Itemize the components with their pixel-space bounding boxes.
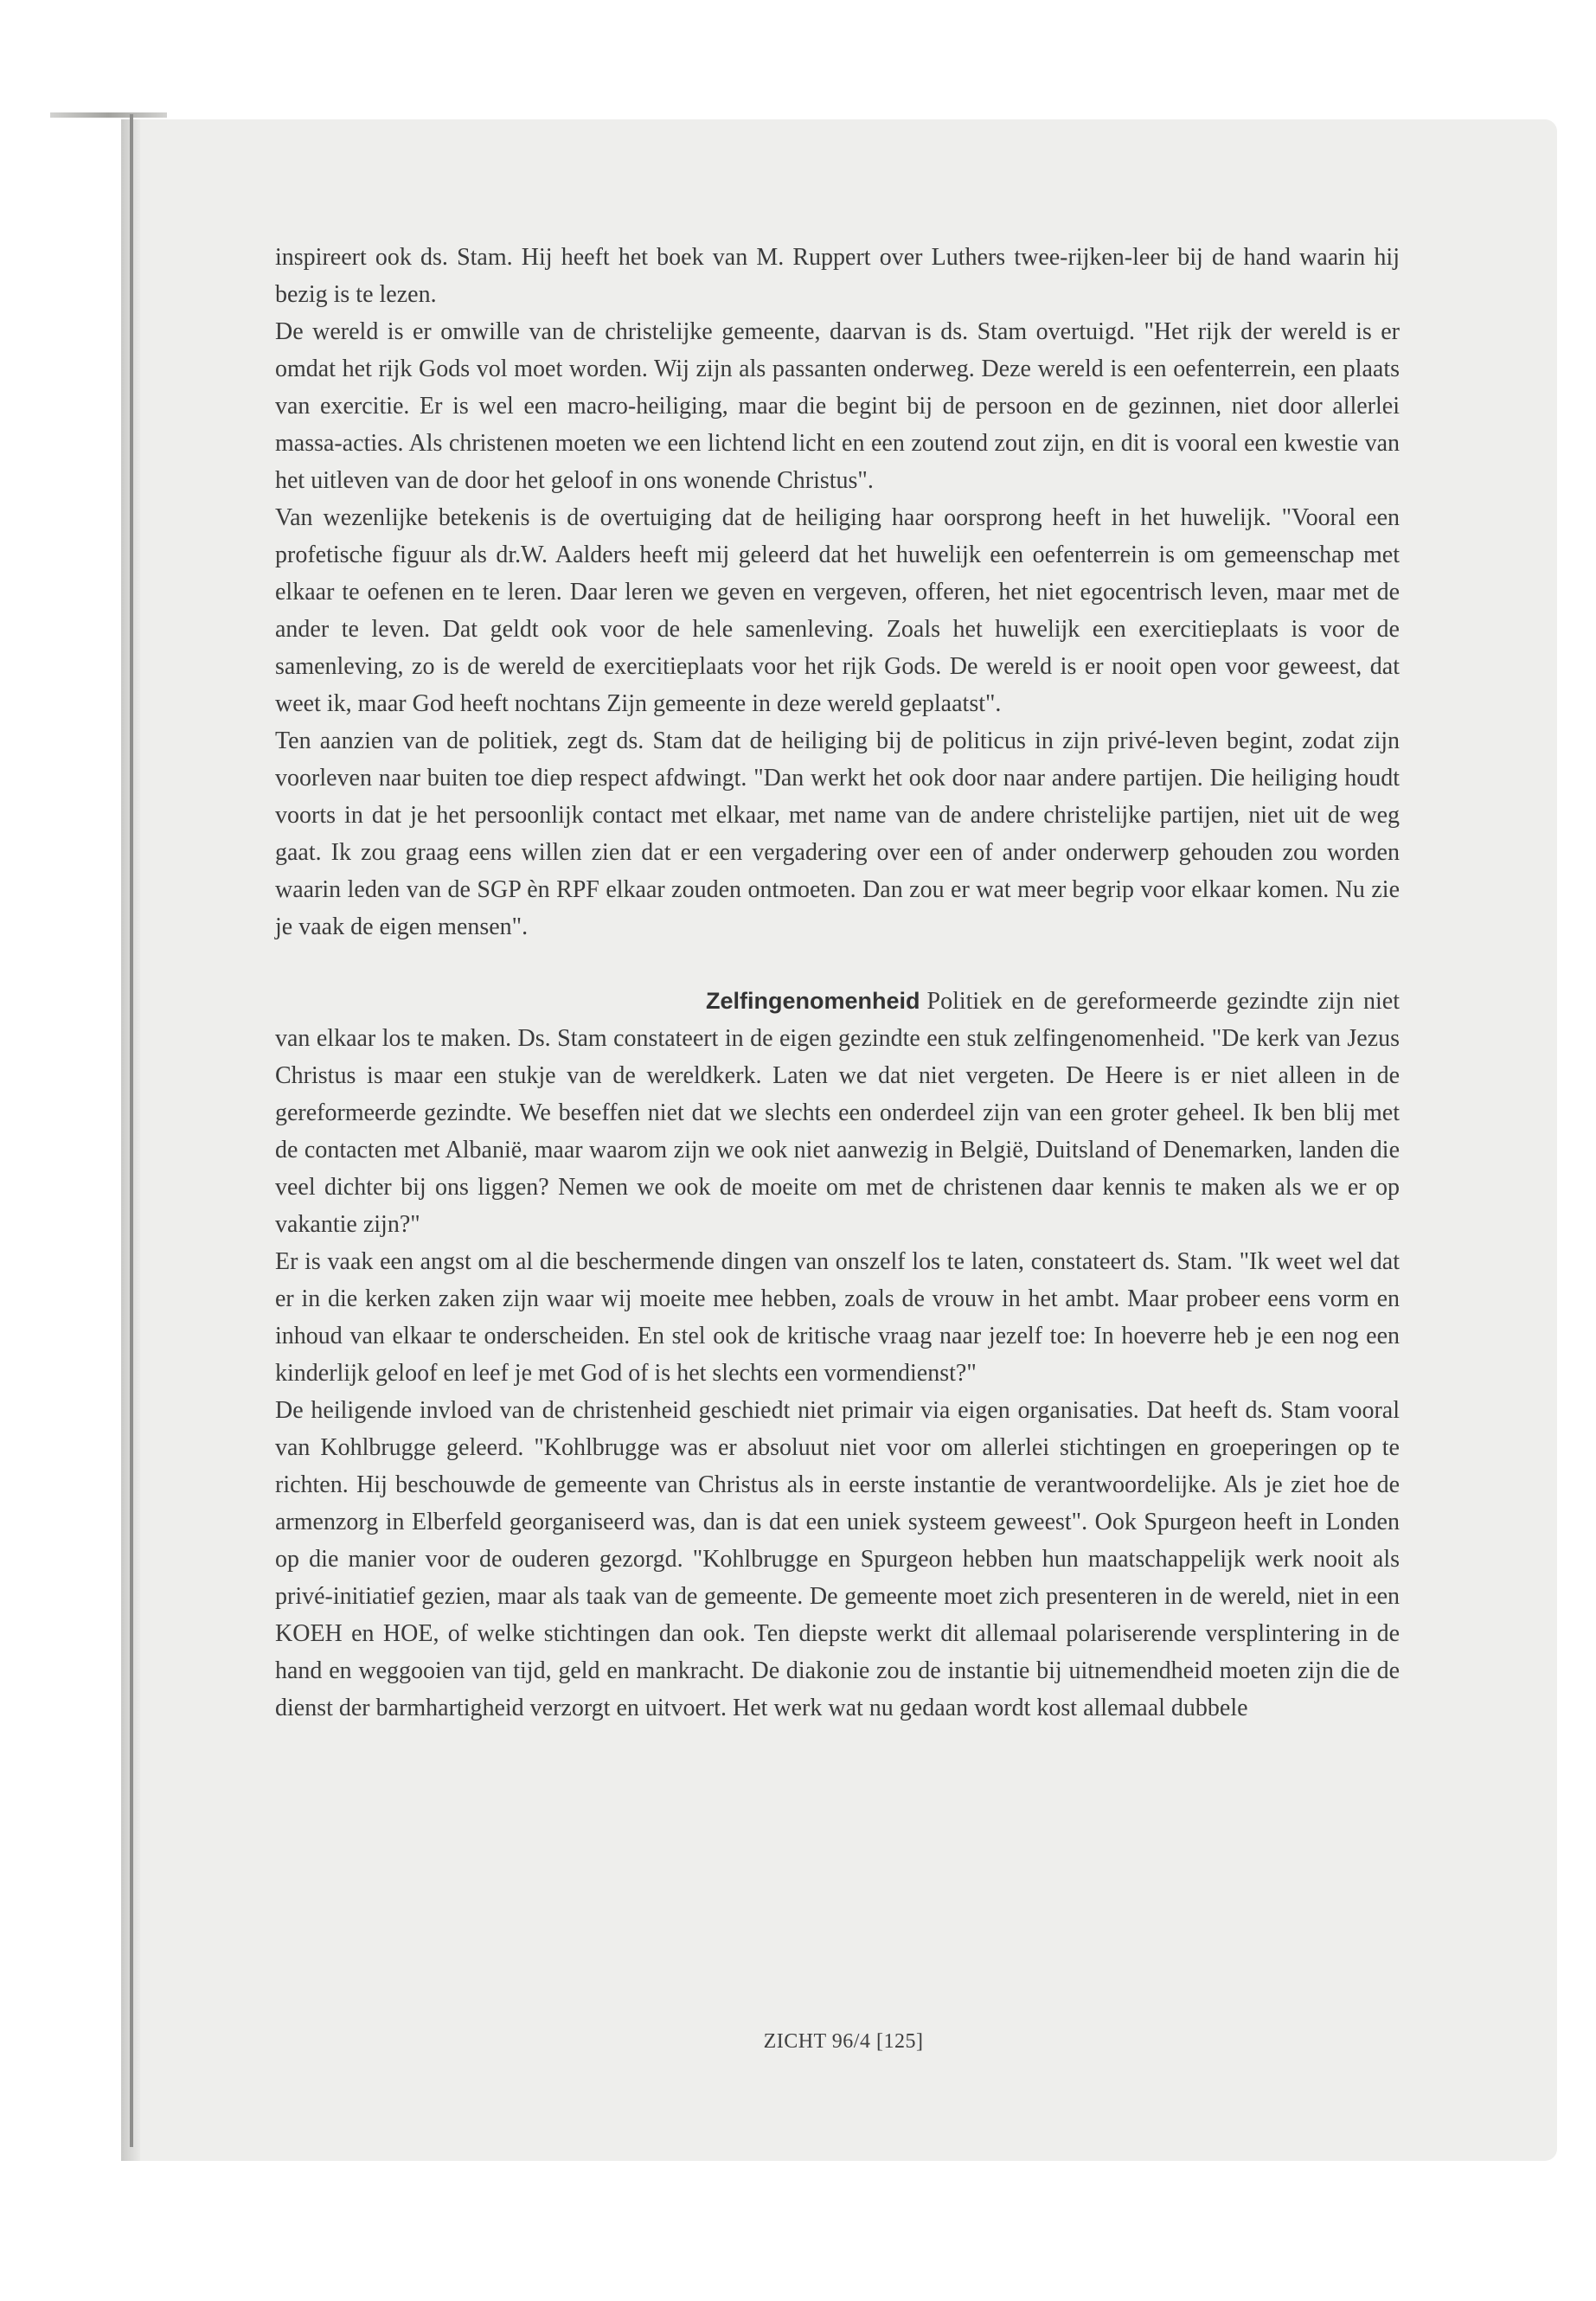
page-footer: ZICHT 96/4 [125]: [763, 2030, 924, 2053]
paragraph: De wereld is er omwille van de christelijke gemeente, daarvan is ds. Stam overtuigd. "Het rijk der wereld is er omdat het rijk Gods vol moet worden. Wij zijn als passanten onderweg. Deze wereld is een oefenterrein, een plaats van exercitie. Er is wel een macro-heiliging, maar die begint bij de persoon en de gezinnen, niet door allerlei massa-acties. Als christenen moeten we een lichtend licht en een zoutend zout zijn, en dit is vooral een kwestie van het uitleven van de door het geloof in ons wonende Christus".: [275, 318, 1400, 494]
paragraph: Ten aanzien van de politiek, zegt ds. Stam dat de heiliging bij de politicus in zijn privé-leven begint, zodat zijn voorleven naar buiten toe diep respect afdwingt. "Dan werkt het ook door naar andere partijen. Die heiliging houdt voorts in dat je het persoonlijk contact met elkaar, met name van de andere christelijke partijen, niet uit de weg gaat. Ik zou graag eens willen zien dat er een vergadering over een of ander onderwerp gehouden zou worden waarin leden van de SGP èn RPF elkaar zouden ontmoeten. Dan zou er wat meer begrip voor elkaar komen. Nu zie je vaak de eigen mensen".: [275, 727, 1400, 940]
paragraph: Van wezenlijke betekenis is de overtuiging dat de heiliging haar oorsprong heeft in het huwelijk. "Vooral een profetische figuur als dr.W. Aalders heeft mij geleerd dat het huwelijk een oefenterrein is om gemeenschap met elkaar te oefenen en te leren. Daar leren we geven en vergeven, offeren, het niet egocentrisch leven, maar met de ander te leven. Dat geldt ook voor de hele samenleving. Zoals het huwelijk een exercitieplaats is voor de samenleving, zo is de wereld de exercitieplaats voor het rijk Gods. De wereld is er nooit open voor geweest, dat weet ik, maar God heeft nochtans Zijn gemeente in deze wereld geplaatst".: [275, 504, 1400, 717]
spine-line: [130, 114, 133, 2147]
section-paragraph: [275, 983, 1400, 1243]
paragraph: Er is vaak een angst om al die beschermende dingen van onszelf los te laten, constateert ds. Stam. "Ik weet wel dat er in die kerken zaken zijn waar wij moeite mee hebben, zoals de vrouw in het ambt. Maar probeer eens vorm en inhoud van elkaar te onderscheiden. En stel ook de kritische vraag naar jezelf toe: In hoeverre heb je een nog een kinderlijk geloof en leef je met God of is het slechts een vormendienst?": [275, 1248, 1400, 1387]
paragraph: inspireert ook ds. Stam. Hij heeft het boek van M. Ruppert over Luthers twee-rijken-leer bij de hand waarin hij bezig is te lezen.: [275, 244, 1400, 308]
section-heading: Zelfingenomenheid: [706, 988, 920, 1014]
spine-edge: [50, 112, 167, 118]
article-body: [275, 239, 1400, 1727]
paragraph: De heiligende invloed van de christenheid geschiedt niet primair via eigen organisaties. Dat heeft ds. Stam vooral van Kohlbrugge geleerd. "Kohlbrugge was er absoluut niet voor om allerlei stichtingen en groeperingen op te richten. Hij beschouwde de gemeente van Christus als in eerste instantie de verantwoordelijke. Als je ziet hoe de armenzorg in Elberfeld georganiseerd was, dan is dat een uniek systeem geweest". Ook Spurgeon heeft in Londen op die manier voor de ouderen gezorgd. "Kohlbrugge en Spurgeon hebben hun maatschappelijk werk nooit als privé-initiatief gezien, maar als taak van de gemeente. De gemeente moet zich presenteren in de wereld, niet in een KOEH en HOE, of welke stichtingen dan ook. Ten diepste werkt dit allemaal polariserende versplintering in de hand en weggooien van tijd, geld en mankracht. De diakonie zou de instantie bij uitnemendheid moeten zijn die de dienst der barmhartigheid verzorgt en uitvoert. Het werk wat nu gedaan wordt kost allemaal dubbele: [275, 1397, 1400, 1721]
section-text: Politiek en de gereformeerde gezindte zijn niet van elkaar los te maken. Ds. Stam constateert in de eigen gezindte een stuk zelfingenomenheid. "De kerk van Jezus Christus is maar een stukje van de wereldkerk. Laten we dat niet vergeten. De Heere is er niet alleen in de gereformeerde gezindte. We beseffen niet dat we slechts een onderdeel zijn van een groter geheel. Ik ben blij met de contacten met Albanië, maar waarom zijn we ook niet aanwezig in België, Duitsland of Denemarken, landen die veel dichter bij ons liggen? Nemen we ook de moeite om met de christenen daar kennis te maken als we er op vakantie zijn?": [275, 988, 1400, 1238]
